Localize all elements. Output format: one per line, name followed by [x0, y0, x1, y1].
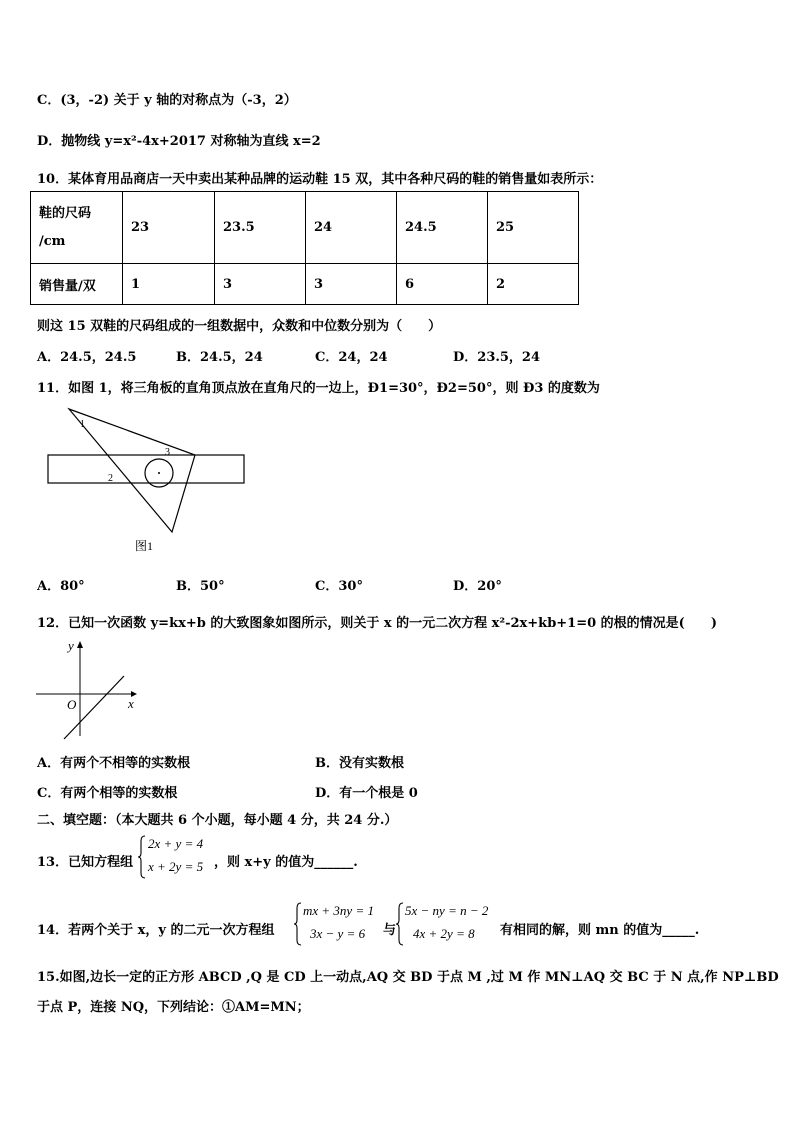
q10-option-d: D．23.5，24: [453, 350, 541, 365]
table-cell: 24.5: [397, 192, 488, 264]
q14-system2-eq2: 4x + 2y = 8: [413, 926, 475, 941]
table-cell: 3: [215, 264, 306, 305]
q11-option-d: D．20°: [453, 579, 502, 594]
q11-option-a: A．80°: [37, 579, 85, 594]
q13-suffix: ，则 x+y 的值为______.: [214, 855, 358, 870]
section-fill-in-title: 二、填空题：（本大题共 6 个小题，每小题 4 分，共 24 分.）: [37, 813, 398, 828]
q12-option-a: A．有两个不相等的实数根: [37, 756, 191, 771]
table-header-size: 鞋的尺码 /cm: [31, 192, 123, 264]
table-cell: 24: [306, 192, 397, 264]
q11-figure: [40, 400, 255, 560]
q14-prefix: 14．若两个关于 x，y 的二元一次方程组: [37, 923, 275, 938]
table-header-sales: 销售量/双: [31, 264, 123, 305]
q13-equation-2: x + 2y = 5: [148, 859, 204, 874]
q10-option-c: C．24，24: [315, 350, 388, 365]
q11-option-b: B．50°: [176, 579, 225, 594]
table-cell: 23.5: [215, 192, 306, 264]
table-cell: 3: [306, 264, 397, 305]
option-c-line: C．(3，-2) 关于 y 轴的对称点为（-3，2）: [37, 93, 297, 108]
x-axis-label: x: [128, 696, 134, 711]
q14-system1-eq1: mx + 3ny = 1: [303, 903, 374, 918]
q12-option-d: D．有一个根是 0: [315, 786, 418, 801]
q13-prefix: 13．已知方程组: [37, 855, 134, 870]
q14-system2-eq1: 5x − ny = n − 2: [405, 903, 489, 918]
y-axis-label: y: [68, 638, 74, 653]
shoe-size-table: [30, 191, 579, 305]
figure-caption: 图1: [135, 539, 154, 553]
q12-option-b: B．没有实数根: [315, 756, 404, 771]
table-cell: 1: [123, 264, 215, 305]
q15-line-2: 于点 P，连接 NQ，下列结论：①AM=MN；: [37, 1000, 310, 1015]
table-cell: 23: [123, 192, 215, 264]
q10-option-b: B．24.5，24: [176, 350, 263, 365]
q10-stem: 10．某体育用品商店一天中卖出某种品牌的运动鞋 15 双，其中各种尺码的鞋的销售量如表所示：: [37, 172, 603, 187]
angle-label-2: 2: [108, 473, 113, 484]
q12-option-c: C．有两个相等的实数根: [37, 786, 178, 801]
q14-suffix: 有相同的解，则 mn 的值为_____.: [500, 923, 700, 938]
table-cell: 2: [488, 264, 579, 305]
q14-brace-2: [396, 902, 404, 946]
q14-system1-eq2: 3x − y = 6: [310, 926, 366, 941]
q12-graph: [36, 636, 146, 746]
q13-brace: [138, 835, 146, 879]
q11-option-c: C．30°: [315, 579, 363, 594]
triangle-board: [69, 409, 195, 532]
q10-question: 则这 15 双鞋的尺码组成的一组数据中，众数和中位数分别为（ ）: [37, 319, 442, 334]
table-cell: 6: [397, 264, 488, 305]
option-d-line: D．抛物线 y=x²-4x+2017 对称轴为直线 x=2: [37, 134, 321, 149]
origin-label: O: [67, 697, 77, 712]
q14-mid: 与: [383, 923, 397, 938]
angle-label-3: 3: [165, 447, 170, 458]
q15-line-1: 15.如图,边长一定的正方形 ABCD ,Q 是 CD 上一动点,AQ 交 BD 于点 M ,过 M 作 MN⊥AQ 交 BC 于 N 点,作 NP⊥BD: [37, 970, 779, 985]
angle-label-1: 1: [80, 419, 85, 430]
table-cell: 25: [488, 192, 579, 264]
q12-stem: 12．已知一次函数 y=kx+b 的大致图象如图所示，则关于 x 的一元二次方程 x²-2x+kb+1=0 的根的情况是( ): [37, 616, 717, 631]
q11-stem: 11．如图 1，将三角板的直角顶点放在直角尺的一边上，Ð1=30°，Ð2=50°，则 Ð3 的度数为: [37, 381, 600, 396]
q10-option-a: A．24.5，24.5: [37, 350, 137, 365]
q14-brace-1: [294, 902, 302, 946]
q13-equation-1: 2x + y = 4: [148, 836, 204, 851]
